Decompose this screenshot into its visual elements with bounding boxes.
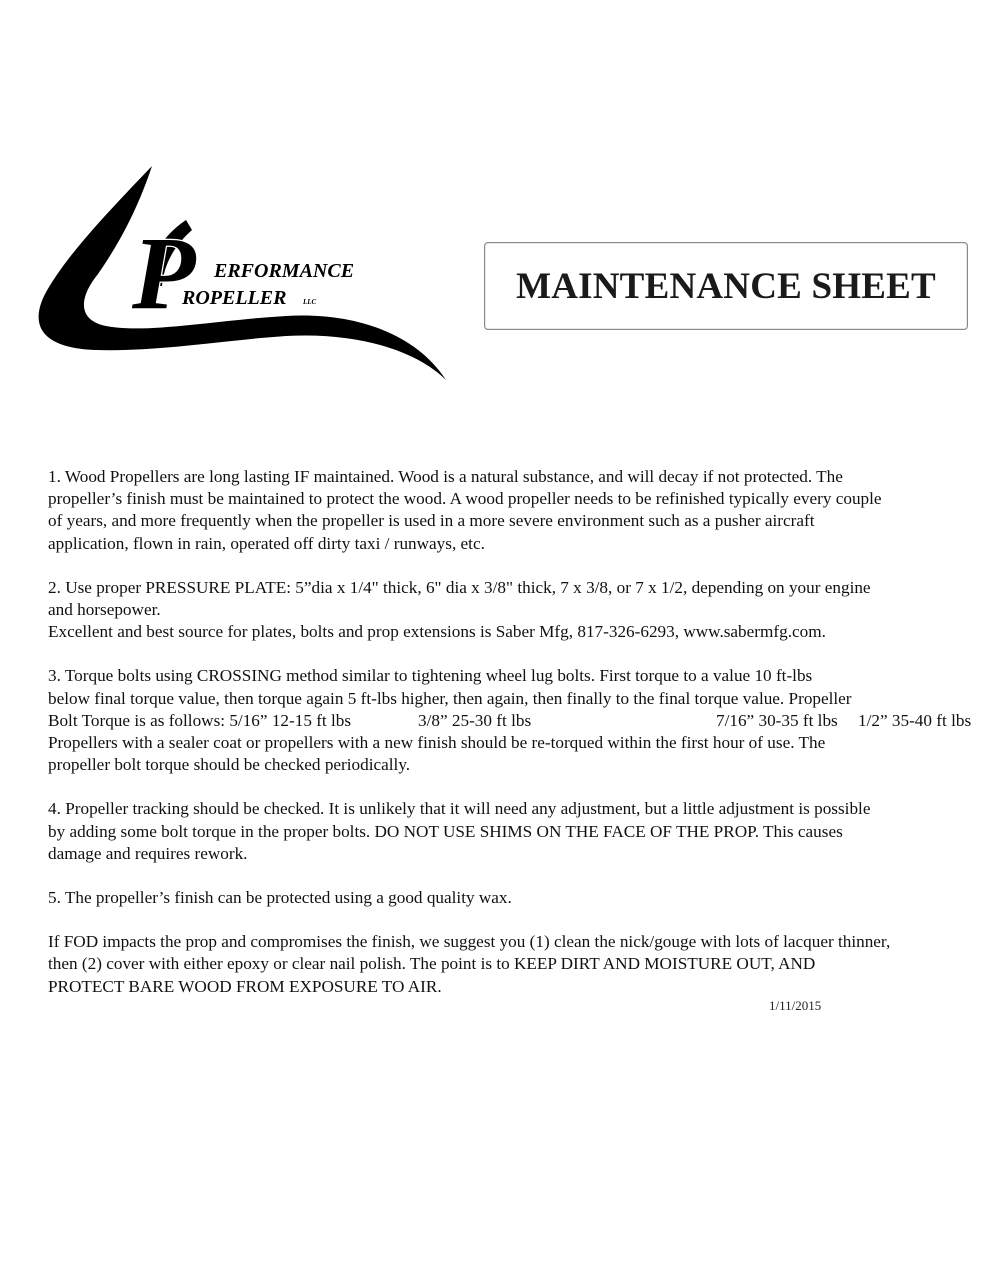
fod-note-line: PROTECT BARE WOOD FROM EXPOSURE TO AIR. [48,976,442,996]
item-2-line: 2. Use proper PRESSURE PLATE: 5”dia x 1/4" thick, 6" dia x 3/8" thick, 7 x 3/8, or 7 x 1/2, depending on your engine [48,577,871,597]
item-1 [48,466,978,555]
fod-note [48,931,978,998]
title-box [484,242,968,330]
logo-llc: LLC [303,298,317,306]
logo-line-performance: ERFORMANCE [214,260,355,282]
company-logo [36,164,456,386]
item-3-line: 3. Torque bolts using CROSSING method similar to tightening wheel lug bolts. First torque to a value 10 ft-lbs [48,666,813,686]
torque-value: 7/16” 30-35 ft lbs [716,710,838,730]
logo-big-letter: P [132,216,196,331]
page-title: MAINTENANCE SHEET [516,265,936,307]
item-2 [48,577,978,644]
item-5-line: 5. The propeller’s finish can be protected using a good quality wax. [48,888,512,908]
item-1-line: propeller’s finish must be maintained to protect the wood. A wood propeller needs to be refinished typically every couple [48,489,882,509]
item-4 [48,798,978,865]
item-1-line: of years, and more frequently when the propeller is used in a more severe environment such as a pusher aircraft [48,511,815,531]
item-4-line: 4. Propeller tracking should be checked. It is unlikely that it will need any adjustment, but a little adjustment is possible [48,799,871,819]
item-4-line: by adding some bolt torque in the proper bolts. DO NOT USE SHIMS ON THE FACE OF THE PROP. This causes [48,821,843,841]
item-3-line: Propellers with a sealer coat or propellers with a new finish should be re-torqued within the first hour of use. The [48,733,826,753]
torque-value: Bolt Torque is as follows: 5/16” 12-15 ft lbs [48,710,352,730]
item-1-line: 1. Wood Propellers are long lasting IF maintained. Wood is a natural substance, and will decay if not protected. The [48,467,843,486]
torque-values-row [48,710,978,732]
torque-value: 1/2” 35-40 ft lbs [858,710,972,730]
item-1-line: application, flown in rain, operated off dirty taxi / runways, etc. [48,533,485,553]
torque-value: 3/8” 25-30 ft lbs [418,710,532,730]
item-5 [48,887,978,909]
fod-note-line: If FOD impacts the prop and compromises the finish, we suggest you (1) clean the nick/gouge with lots of lacquer thinner, [48,932,891,952]
item-2-line: and horsepower. [48,600,161,620]
item-4-line: damage and requires rework. [48,843,248,863]
item-3-line: propeller bolt torque should be checked periodically. [48,755,411,775]
item-2-line: Excellent and best source for plates, bolts and prop extensions is Saber Mfg, 817-326-6293, www.sabermfg.com. [48,622,826,642]
logo-graphic [36,164,456,386]
maintenance-instructions [48,466,978,1020]
document-date: 1/11/2015 [769,998,822,1013]
fod-note-line: then (2) cover with either epoxy or clear nail polish. The point is to KEEP DIRT AND MOISTURE OUT, AND [48,954,816,974]
logo-line-propeller: ROPELLER [182,287,287,309]
item-3-line: below final torque value, then torque again 5 ft-lbs higher, then again, then finally to the final torque value. Propeller [48,688,852,708]
item-3 [48,665,978,776]
